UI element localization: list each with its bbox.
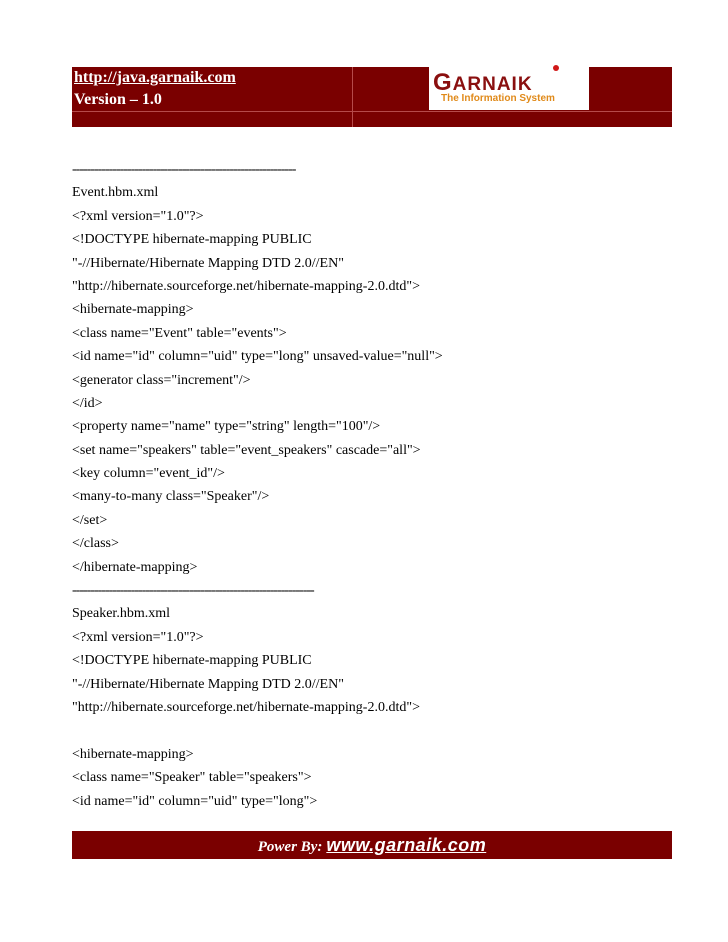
footer-label: Power By: <box>257 839 323 855</box>
footer-content <box>72 835 672 856</box>
text-line: <key column="event_id"/> <box>72 466 225 482</box>
text-line: <!DOCTYPE hibernate-mapping PUBLIC <box>72 232 312 248</box>
page-footer <box>72 831 672 859</box>
text-line: <id name="id" column="uid" type="long" unsaved-value="null"> <box>72 349 443 365</box>
text-line: </set> <box>72 512 108 528</box>
text-line: <hibernate-mapping> <box>72 302 194 318</box>
version-label: Version – 1.0 <box>74 91 162 108</box>
text-line: <class name="Speaker" table="speakers"> <box>72 770 312 786</box>
text-line: <generator class="increment"/> <box>72 372 251 388</box>
document-body <box>72 158 672 813</box>
logo-dot-icon <box>553 65 559 71</box>
blank-line <box>72 719 672 742</box>
text-line: <hibernate-mapping> <box>72 746 194 762</box>
text-line: <set name="speakers" table="event_speakers" cascade="all"> <box>72 442 421 458</box>
text-line: <?xml version="1.0"?> <box>72 629 204 645</box>
text-line: <class name="Event" table="events"> <box>72 325 287 341</box>
separator-line: ------------------------------------------------------------------ <box>72 583 314 599</box>
text-line: </class> <box>72 536 119 552</box>
text-line: <many-to-many class="Speaker"/> <box>72 489 270 505</box>
logo-main: GARNAIK <box>433 69 533 96</box>
text-line: "http://hibernate.sourceforge.net/hibernate-mapping-2.0.dtd"> <box>72 699 420 715</box>
text-line: Speaker.hbm.xml <box>72 606 170 622</box>
header-divider-line <box>72 111 672 112</box>
text-line: "http://hibernate.sourceforge.net/hibernate-mapping-2.0.dtd"> <box>72 278 420 294</box>
text-line: "-//Hibernate/Hibernate Mapping DTD 2.0//EN" <box>72 255 344 271</box>
separator-line: ------------------------------------------------------------- <box>72 162 296 177</box>
logo-subtitle: The Information System <box>441 93 555 104</box>
text-line: </id> <box>72 395 103 411</box>
header-column-divider <box>352 67 353 127</box>
site-url-link[interactable]: http://java.garnaik.com <box>74 69 236 86</box>
garnaik-logo <box>429 67 589 110</box>
text-line: <id name="id" column="uid" type="long"> <box>72 793 318 809</box>
page-header <box>72 67 672 127</box>
text-line: </hibernate-mapping> <box>72 559 198 575</box>
text-line: <?xml version="1.0"?> <box>72 208 204 224</box>
text-line: <!DOCTYPE hibernate-mapping PUBLIC <box>72 653 312 669</box>
footer-website-link[interactable]: www.garnaik.com <box>326 835 487 855</box>
text-line: Event.hbm.xml <box>72 185 159 201</box>
text-line: <property name="name" type="string" length="100"/> <box>72 419 381 435</box>
text-line: "-//Hibernate/Hibernate Mapping DTD 2.0//EN" <box>72 676 344 692</box>
